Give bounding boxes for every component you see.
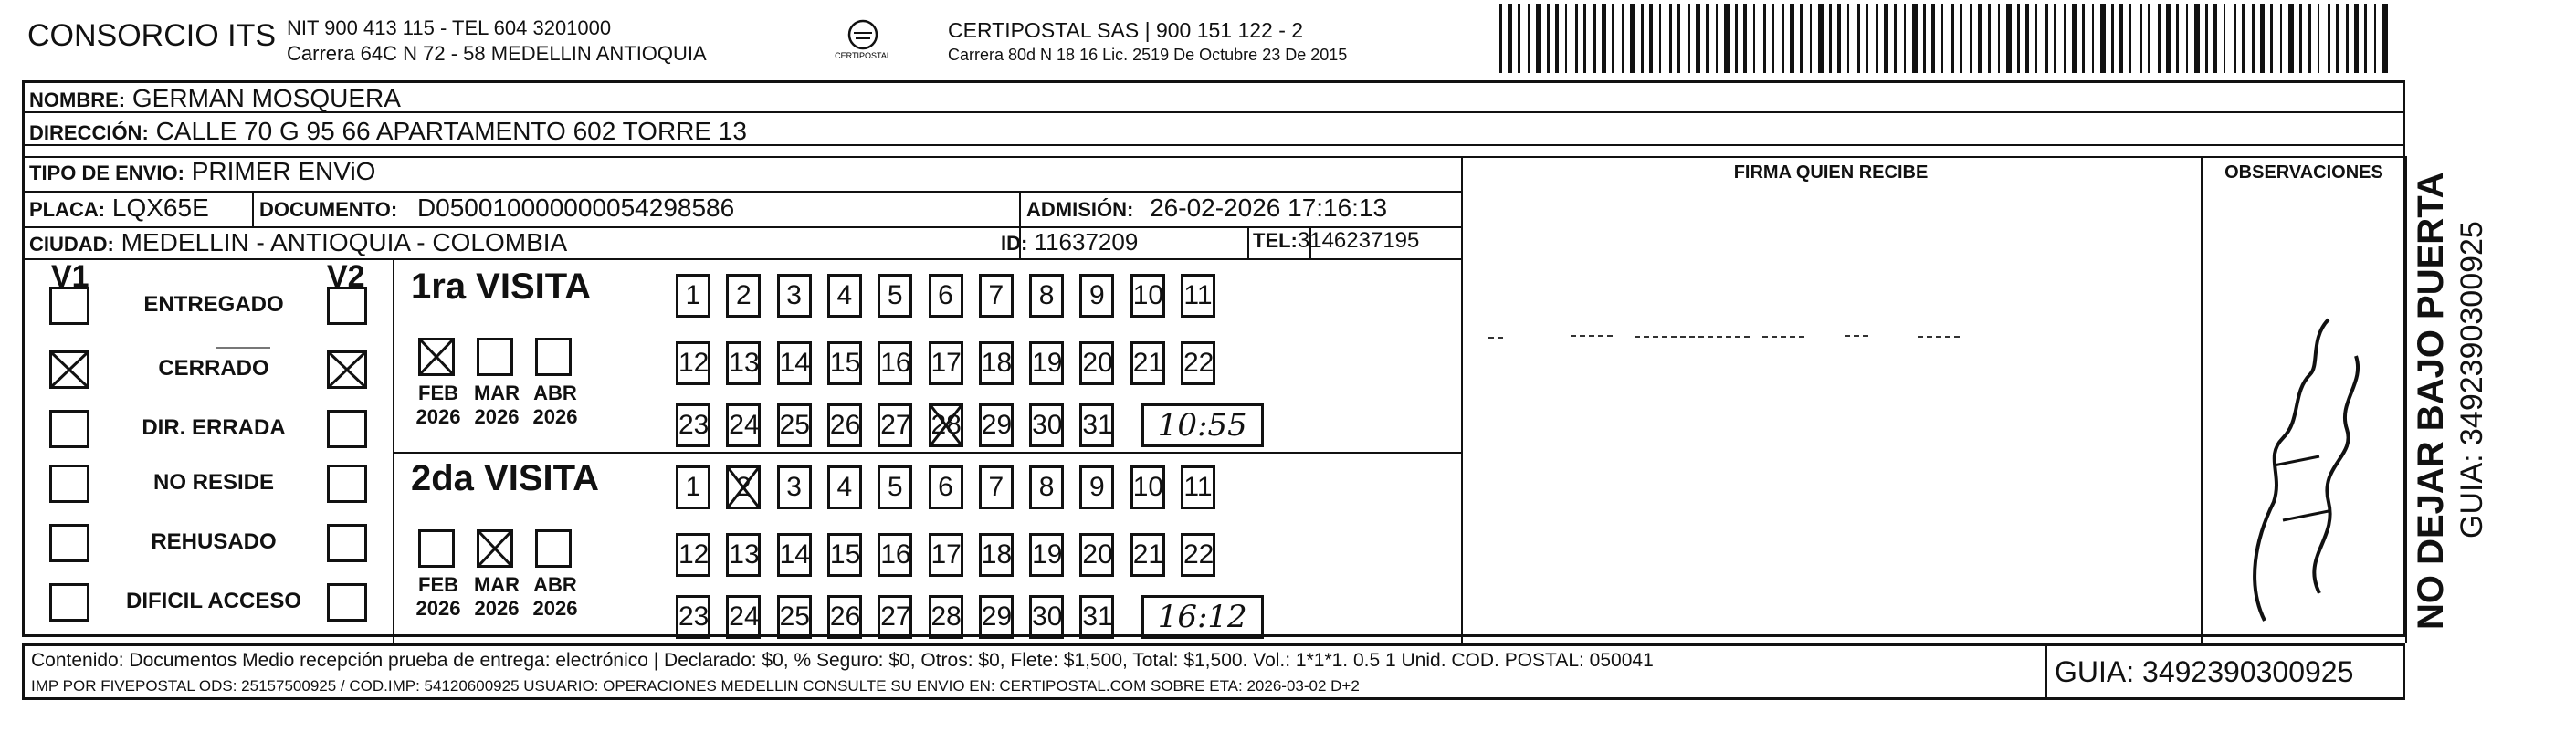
v2-label: V2 [327, 259, 365, 294]
visit2-day-27[interactable]: 27 [878, 595, 912, 639]
visit1-day-14[interactable]: 14 [777, 341, 812, 385]
tipo-envio-value: PRIMER ENViO [191, 157, 376, 185]
placa-label: PLACA: [29, 198, 106, 221]
visit1-day-7[interactable]: 7 [979, 274, 1014, 318]
visit2-month-label-1: MAR [473, 573, 520, 596]
visit1-time-box: 10:55 [1141, 403, 1264, 447]
visit2-day-8[interactable]: 8 [1029, 465, 1064, 509]
visit2-day-24[interactable]: 24 [726, 595, 761, 639]
certipostal-logo [826, 16, 899, 68]
visit2-day-30[interactable]: 30 [1029, 595, 1064, 639]
certipostal-line2: Carrera 80d N 18 16 Lic. 2519 De Octubre 23 De 2015 [948, 46, 1348, 64]
visit1-month-label-0: FEB [418, 382, 458, 404]
visit2-day-4[interactable]: 4 [827, 465, 862, 509]
visit2-month-box-0[interactable] [418, 529, 455, 568]
observaciones-label: OBSERVACIONES [2224, 162, 2383, 183]
visit2-month-year-1: 2026 [474, 597, 520, 620]
visit1-day-13[interactable]: 13 [726, 341, 761, 385]
ciudad-value: MEDELLIN - ANTIOQUIA - COLOMBIA [121, 228, 568, 256]
v2-checkbox-3[interactable] [327, 465, 367, 503]
visit1-day-3[interactable]: 3 [777, 274, 812, 318]
visit1-day-9[interactable]: 9 [1079, 274, 1114, 318]
visit1-day-1[interactable]: 1 [676, 274, 710, 318]
visit2-day-18[interactable]: 18 [979, 533, 1014, 577]
footer-line1: Contenido: Documentos Medio recepción prueba de entrega: electrónico | Declarado: $0, % Seguro: $0, Otros: $0, Flete: $1,500, Total: $1,500. Vol.: 1*1*1. 0.5 1 Unid. COD. POSTAL: 050041 [31, 650, 1654, 671]
certipostal-line1: CERTIPOSTAL SAS | 900 151 122 - 2 [948, 18, 1304, 42]
visit2-day-23[interactable]: 23 [676, 595, 710, 639]
direccion-value: CALLE 70 G 95 66 APARTAMENTO 602 TORRE 13 [155, 117, 747, 145]
visit1-day-19[interactable]: 19 [1029, 341, 1064, 385]
visit1-day-23[interactable]: 23 [676, 403, 710, 447]
company-name: CONSORCIO ITS [27, 18, 277, 53]
v1-check-mark-1 [49, 350, 89, 389]
visit1-day-11[interactable]: 11 [1181, 274, 1215, 318]
side-guia: GUIA: 3492390300925 [2455, 221, 2489, 539]
v2-checkbox-0[interactable] [327, 287, 367, 325]
visit1-day-29[interactable]: 29 [979, 403, 1014, 447]
v2-check-mark-1 [327, 350, 367, 389]
divider-dash [216, 347, 270, 349]
visit2-day-25[interactable]: 25 [777, 595, 812, 639]
visit1-month-mark-0 [418, 338, 455, 376]
visit2-day-mark-2 [726, 465, 761, 509]
visit1-day-25[interactable]: 25 [777, 403, 812, 447]
admision-label: ADMISIÓN: [1026, 198, 1134, 221]
firma-label: FIRMA QUIEN RECIBE [1733, 162, 1929, 183]
v1-checkbox-2[interactable] [49, 410, 89, 448]
visit1-day-24[interactable]: 24 [726, 403, 761, 447]
visit2-month-label-2: ABR [533, 573, 577, 596]
visit2-month-mark-1 [477, 529, 513, 568]
visit2-day-5[interactable]: 5 [878, 465, 912, 509]
visit2-day-31[interactable]: 31 [1079, 595, 1114, 639]
status-label-1: CERRADO [158, 356, 269, 381]
visit1-day-mark-28 [929, 403, 963, 447]
visit2-day-13[interactable]: 13 [726, 533, 761, 577]
visit1-day-2[interactable]: 2 [726, 274, 761, 318]
visit2-day-15[interactable]: 15 [827, 533, 862, 577]
v1-checkbox-0[interactable] [49, 287, 89, 325]
footer-line2: IMP POR FIVEPOSTAL ODS: 25157500925 / COD.IMP: 54120600925 USUARIO: OPERACIONES MEDELLIN CONSULTE SU ENVIO EN: CERTIPOSTAL.COM SOBRE ETA: 2026-03-02 D+2 [31, 677, 1360, 695]
visit1-day-4[interactable]: 4 [827, 274, 862, 318]
status-label-0: ENTREGADO [143, 292, 284, 317]
nombre-label: NOMBRE: [29, 89, 126, 111]
footer-guia: GUIA: 3492390300925 [2055, 655, 2354, 688]
barcode [1499, 4, 2391, 73]
status-label-3: NO RESIDE [152, 470, 275, 495]
visit1-month-year-2: 2026 [532, 405, 578, 428]
visit1-month-label-2: ABR [533, 382, 577, 404]
visit1-day-16[interactable]: 16 [878, 341, 912, 385]
id-label: ID: [1001, 232, 1028, 255]
v1-checkbox-5[interactable] [49, 583, 89, 622]
v2-checkbox-2[interactable] [327, 410, 367, 448]
v1-label: V1 [51, 259, 89, 294]
visit1-day-20[interactable]: 20 [1079, 341, 1114, 385]
visit1-day-6[interactable]: 6 [929, 274, 963, 318]
visit2-title: 2da VISITA [411, 458, 599, 498]
visit1-day-21[interactable]: 21 [1130, 341, 1165, 385]
logo-text: CERTIPOSTAL [835, 51, 891, 60]
visit2-day-12[interactable]: 12 [676, 533, 710, 577]
placa-value: LQX65E [111, 193, 209, 222]
visit1-day-12[interactable]: 12 [676, 341, 710, 385]
tel-label: TEL: [1253, 229, 1298, 252]
visit2-day-7[interactable]: 7 [979, 465, 1014, 509]
visit1-day-28[interactable]: 28 [929, 403, 963, 447]
visit2-day-6[interactable]: 6 [929, 465, 963, 509]
visit2-day-19[interactable]: 19 [1029, 533, 1064, 577]
visit1-month-year-0: 2026 [415, 405, 461, 428]
visit1-day-10[interactable]: 10 [1130, 274, 1165, 318]
side-title: NO DEJAR BAJO PUERTA [2411, 172, 2451, 630]
visit2-day-20[interactable]: 20 [1079, 533, 1114, 577]
visit1-month-box-2[interactable] [535, 338, 572, 376]
visit2-day-28[interactable]: 28 [929, 595, 963, 639]
visit2-day-3[interactable]: 3 [777, 465, 812, 509]
visit2-day-11[interactable]: 11 [1181, 465, 1215, 509]
visit2-day-21[interactable]: 21 [1130, 533, 1165, 577]
visit1-day-30[interactable]: 30 [1029, 403, 1064, 447]
visit2-day-9[interactable]: 9 [1079, 465, 1114, 509]
v2-checkbox-5[interactable] [327, 583, 367, 622]
visit1-month-box-1[interactable] [477, 338, 513, 376]
visit2-day-22[interactable]: 22 [1181, 533, 1215, 577]
visit2-day-14[interactable]: 14 [777, 533, 812, 577]
visit2-day-10[interactable]: 10 [1130, 465, 1165, 509]
visit2-time-box: 16:12 [1141, 595, 1264, 639]
visit2-day-29[interactable]: 29 [979, 595, 1014, 639]
visit1-day-18[interactable]: 18 [979, 341, 1014, 385]
v1-checkbox-4[interactable] [49, 524, 89, 562]
visit2-day-26[interactable]: 26 [827, 595, 862, 639]
tel-value: 3146237195 [1297, 228, 1420, 253]
handwritten-signature [2210, 246, 2392, 630]
visit1-day-17[interactable]: 17 [929, 341, 963, 385]
tipo-envio-label: TIPO DE ENVIO: [29, 162, 184, 184]
visit1-day-26[interactable]: 26 [827, 403, 862, 447]
visit2-day-1[interactable]: 1 [676, 465, 710, 509]
v2-checkbox-4[interactable] [327, 524, 367, 562]
status-label-5: DIFICIL ACCESO [125, 589, 301, 613]
visit2-day-2[interactable]: 2 [726, 465, 761, 509]
visit2-day-17[interactable]: 17 [929, 533, 963, 577]
status-label-2: DIR. ERRADA [142, 415, 286, 440]
id-value: 11637209 [1034, 228, 1139, 256]
documento-label: DOCUMENTO: [259, 198, 398, 221]
visit1-day-5[interactable]: 5 [878, 274, 912, 318]
visit2-day-16[interactable]: 16 [878, 533, 912, 577]
visit2-month-label-0: FEB [418, 573, 458, 596]
visit1-day-31[interactable]: 31 [1079, 403, 1114, 447]
documento-value: D050010000000054298586 [416, 193, 735, 222]
visit1-month-year-1: 2026 [474, 405, 520, 428]
visit2-month-year-2: 2026 [532, 597, 578, 620]
visit1-day-22[interactable]: 22 [1181, 341, 1215, 385]
visit2-month-year-0: 2026 [415, 597, 461, 620]
company-line2: Carrera 64C N 72 - 58 MEDELLIN ANTIOQUIA [287, 42, 707, 65]
signature-dashes [1479, 329, 2027, 347]
ciudad-label: CIUDAD: [29, 233, 114, 256]
status-label-4: REHUSADO [151, 529, 277, 554]
nombre-value: GERMAN MOSQUERA [131, 84, 401, 112]
visit2-month-box-2[interactable] [535, 529, 572, 568]
visit1-day-15[interactable]: 15 [827, 341, 862, 385]
visit1-month-label-1: MAR [473, 382, 520, 404]
visit1-day-8[interactable]: 8 [1029, 274, 1064, 318]
admision-value: 26-02-2026 17:16:13 [1150, 193, 1388, 222]
company-line1: NIT 900 413 115 - TEL 604 3201000 [287, 16, 612, 39]
direccion-label: DIRECCIÓN: [29, 121, 149, 144]
visit1-day-27[interactable]: 27 [878, 403, 912, 447]
visit1-title: 1ra VISITA [411, 267, 592, 307]
v1-checkbox-3[interactable] [49, 465, 89, 503]
